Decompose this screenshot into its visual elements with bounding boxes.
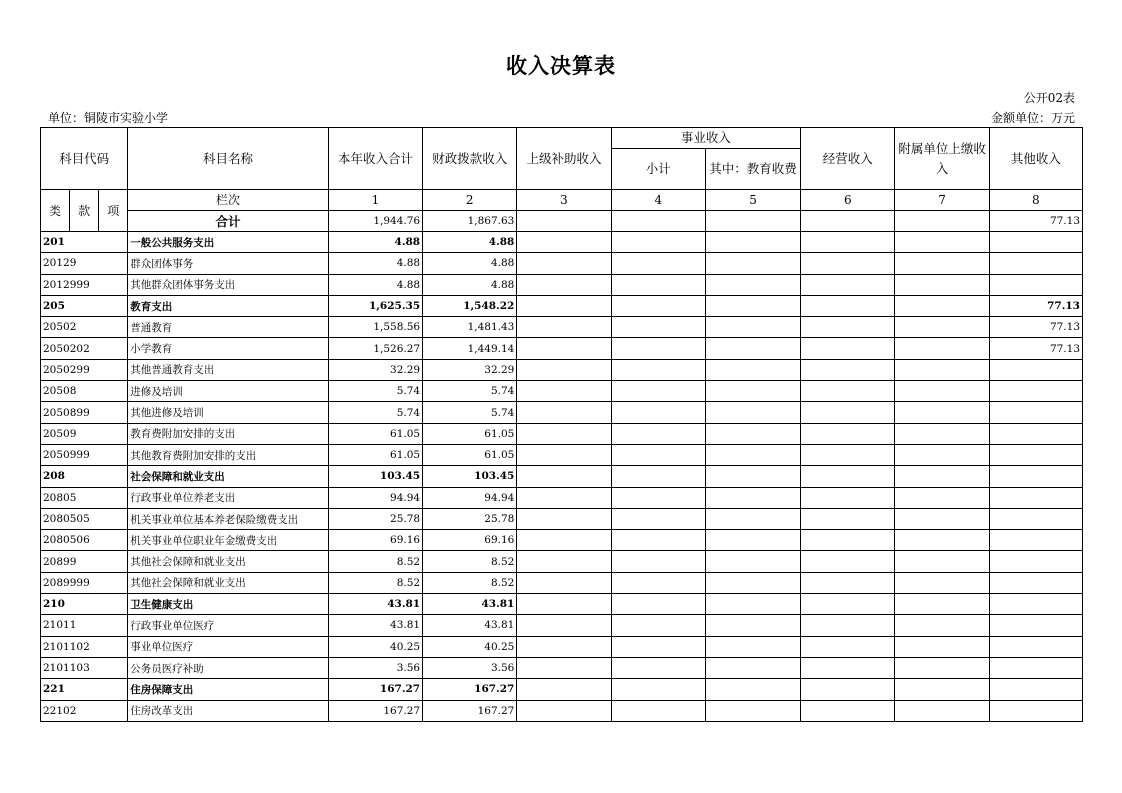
row-code: 21011 [41,615,128,636]
col-no-6: 6 [801,190,895,211]
cell-total: 61.05 [328,423,422,444]
cell-edu-fee [705,572,800,593]
cell-edu-fee [705,232,800,253]
cell-affiliated [895,423,989,444]
form-number: 公开02表 [1023,91,1075,105]
cell-superior [517,530,611,551]
cell-superior [517,295,611,316]
table-row [41,444,1083,465]
cell-operating [801,700,895,721]
row-name: 其他社会保障和就业支出 [128,551,329,572]
cell-superior [517,211,611,232]
cell-operating [801,594,895,615]
header-subject-code: 科目代码 [41,128,128,190]
cell-other [989,615,1082,636]
row-name: 其他社会保障和就业支出 [128,572,329,593]
cell-fiscal: 69.16 [423,530,517,551]
table-row [41,253,1083,274]
cell-total: 3.56 [328,657,422,678]
cell-edu-fee [705,466,800,487]
cell-other [989,466,1082,487]
cell-operating [801,338,895,359]
cell-subtotal [611,274,705,295]
row-name: 社会保障和就业支出 [128,466,329,487]
cell-operating [801,211,895,232]
cell-operating [801,274,895,295]
header-affiliated-income: 附属单位上缴收入 [895,128,989,190]
cell-total: 5.74 [328,381,422,402]
cell-fiscal: 167.27 [423,700,517,721]
cell-operating [801,317,895,338]
row-code: 208 [41,466,128,487]
cell-other: 77.13 [989,317,1082,338]
cell-superior [517,338,611,359]
row-name: 公务员医疗补助 [128,657,329,678]
cell-edu-fee [705,636,800,657]
cell-subtotal [611,253,705,274]
cell-affiliated [895,359,989,380]
row-code: 2080506 [41,530,128,551]
row-code: 201 [41,232,128,253]
header-column-no: 栏次 [128,190,329,211]
row-code: 22102 [41,700,128,721]
row-name: 合计 [128,211,329,232]
cell-affiliated [895,551,989,572]
cell-edu-fee [705,338,800,359]
cell-total: 61.05 [328,444,422,465]
cell-subtotal [611,530,705,551]
cell-total: 167.27 [328,700,422,721]
cell-fiscal: 103.45 [423,466,517,487]
cell-subtotal [611,636,705,657]
cell-other [989,381,1082,402]
cell-affiliated [895,211,989,232]
cell-superior [517,402,611,423]
total-row [41,211,1083,232]
cell-subtotal [611,444,705,465]
cell-edu-fee [705,487,800,508]
cell-superior [517,317,611,338]
cell-total: 4.88 [328,232,422,253]
cell-superior [517,423,611,444]
cell-fiscal: 40.25 [423,636,517,657]
cell-superior [517,508,611,529]
table-row [41,572,1083,593]
header-cat: 类 [41,190,70,232]
amount-unit-label: 金额单位：万元 [990,111,1075,125]
cell-other [989,232,1082,253]
cell-subtotal [611,508,705,529]
cell-other [989,657,1082,678]
cell-fiscal: 5.74 [423,402,517,423]
row-name: 进修及培训 [128,381,329,402]
table-row [41,551,1083,572]
cell-other [989,679,1082,700]
table-row [41,679,1083,700]
cell-superior [517,274,611,295]
cell-superior [517,636,611,657]
row-name: 教育支出 [128,295,329,316]
row-code: 2012999 [41,274,128,295]
table-row [41,232,1083,253]
cell-edu-fee [705,615,800,636]
cell-edu-fee [705,679,800,700]
cell-fiscal: 94.94 [423,487,517,508]
cell-superior [517,594,611,615]
cell-other: 77.13 [989,211,1082,232]
cell-operating [801,466,895,487]
table-row [41,274,1083,295]
table-row [41,700,1083,721]
cell-superior [517,615,611,636]
cell-superior [517,381,611,402]
cell-total: 40.25 [328,636,422,657]
cell-affiliated [895,679,989,700]
cell-other [989,530,1082,551]
cell-affiliated [895,657,989,678]
cell-operating [801,232,895,253]
cell-subtotal [611,700,705,721]
table-row [41,466,1083,487]
table-row [41,487,1083,508]
cell-operating [801,487,895,508]
col-no-4: 4 [611,190,705,211]
cell-fiscal: 8.52 [423,572,517,593]
cell-subtotal [611,295,705,316]
col-no-1: 1 [328,190,422,211]
cell-affiliated [895,295,989,316]
cell-total: 1,526.27 [328,338,422,359]
row-name: 卫生健康支出 [128,594,329,615]
cell-fiscal: 4.88 [423,232,517,253]
table-row [41,636,1083,657]
row-name: 普通教育 [128,317,329,338]
cell-affiliated [895,274,989,295]
row-name: 其他群众团体事务支出 [128,274,329,295]
col-no-8: 8 [989,190,1082,211]
cell-total: 25.78 [328,508,422,529]
cell-subtotal [611,572,705,593]
cell-operating [801,359,895,380]
cell-other [989,253,1082,274]
cell-fiscal: 61.05 [423,423,517,444]
cell-superior [517,232,611,253]
row-code: 2089999 [41,572,128,593]
row-name: 机关事业单位基本养老保险缴费支出 [128,508,329,529]
cell-superior [517,700,611,721]
header-fiscal-income: 财政拨款收入 [423,128,517,190]
row-code: 2080505 [41,508,128,529]
header-total-income: 本年收入合计 [328,128,422,190]
row-code: 20502 [41,317,128,338]
cell-fiscal: 43.81 [423,615,517,636]
col-no-5: 5 [705,190,800,211]
table-row [41,317,1083,338]
cell-other [989,551,1082,572]
cell-subtotal [611,232,705,253]
row-name: 其他进修及培训 [128,402,329,423]
cell-affiliated [895,402,989,423]
cell-total: 103.45 [328,466,422,487]
header-operating-income: 经营收入 [801,128,895,190]
row-name: 其他普通教育支出 [128,359,329,380]
cell-fiscal: 25.78 [423,508,517,529]
cell-edu-fee [705,317,800,338]
cell-affiliated [895,444,989,465]
row-code: 2050202 [41,338,128,359]
cell-other [989,636,1082,657]
cell-edu-fee [705,444,800,465]
row-code: 20805 [41,487,128,508]
table-row [41,359,1083,380]
cell-edu-fee [705,700,800,721]
cell-subtotal [611,487,705,508]
header-other-income: 其他收入 [989,128,1082,190]
cell-edu-fee [705,295,800,316]
cell-other [989,423,1082,444]
header-item: 项 [99,190,128,232]
cell-operating [801,444,895,465]
header-education-fee: 其中：教育收费 [705,149,800,190]
table-row [41,594,1083,615]
cell-fiscal: 8.52 [423,551,517,572]
cell-superior [517,444,611,465]
cell-total: 1,558.56 [328,317,422,338]
cell-affiliated [895,338,989,359]
row-code: 205 [41,295,128,316]
cell-superior [517,572,611,593]
cell-edu-fee [705,508,800,529]
row-name: 群众团体事务 [128,253,329,274]
cell-affiliated [895,572,989,593]
table-row [41,295,1083,316]
cell-subtotal [611,211,705,232]
cell-other [989,444,1082,465]
cell-operating [801,423,895,444]
cell-operating [801,657,895,678]
cell-operating [801,551,895,572]
cell-fiscal: 61.05 [423,444,517,465]
row-code: 2050299 [41,359,128,380]
cell-other [989,402,1082,423]
cell-fiscal: 1,449.14 [423,338,517,359]
cell-edu-fee [705,402,800,423]
cell-subtotal [611,359,705,380]
cell-affiliated [895,253,989,274]
row-name: 行政事业单位养老支出 [128,487,329,508]
cell-affiliated [895,466,989,487]
cell-operating [801,295,895,316]
cell-total: 1,944.76 [328,211,422,232]
cell-operating [801,381,895,402]
cell-edu-fee [705,594,800,615]
cell-other [989,508,1082,529]
col-no-7: 7 [895,190,989,211]
cell-total: 8.52 [328,551,422,572]
header-subtotal: 小计 [611,149,705,190]
cell-edu-fee [705,423,800,444]
table-row [41,530,1083,551]
cell-superior [517,551,611,572]
row-name: 其他教育费附加安排的支出 [128,444,329,465]
table-row [41,381,1083,402]
table-row [41,657,1083,678]
row-code: 210 [41,594,128,615]
cell-edu-fee [705,211,800,232]
income-table [40,127,1083,722]
cell-other [989,359,1082,380]
cell-other: 77.13 [989,295,1082,316]
cell-affiliated [895,317,989,338]
cell-total: 4.88 [328,253,422,274]
cell-affiliated [895,381,989,402]
cell-fiscal: 1,548.22 [423,295,517,316]
cell-fiscal: 5.74 [423,381,517,402]
cell-fiscal: 32.29 [423,359,517,380]
row-code: 2101102 [41,636,128,657]
row-name: 住房改革支出 [128,700,329,721]
cell-fiscal: 4.88 [423,274,517,295]
row-name: 小学教育 [128,338,329,359]
cell-other [989,594,1082,615]
cell-subtotal [611,338,705,359]
cell-subtotal [611,551,705,572]
header-business-income: 事业收入 [611,128,801,149]
row-code: 221 [41,679,128,700]
cell-fiscal: 1,867.63 [423,211,517,232]
cell-affiliated [895,636,989,657]
cell-operating [801,402,895,423]
cell-affiliated [895,615,989,636]
cell-fiscal: 43.81 [423,594,517,615]
cell-fiscal: 3.56 [423,657,517,678]
cell-total: 4.88 [328,274,422,295]
row-code: 20129 [41,253,128,274]
cell-total: 94.94 [328,487,422,508]
cell-affiliated [895,487,989,508]
cell-other [989,700,1082,721]
cell-subtotal [611,317,705,338]
cell-fiscal: 167.27 [423,679,517,700]
cell-total: 8.52 [328,572,422,593]
col-no-3: 3 [517,190,611,211]
row-code: 2101103 [41,657,128,678]
cell-operating [801,508,895,529]
cell-edu-fee [705,359,800,380]
row-code: 2050999 [41,444,128,465]
cell-other [989,274,1082,295]
cell-superior [517,487,611,508]
cell-edu-fee [705,381,800,402]
table-row [41,402,1083,423]
page-title: 收入决算表 [506,54,616,78]
cell-affiliated [895,232,989,253]
cell-operating [801,572,895,593]
cell-superior [517,253,611,274]
header-superior-subsidy: 上级补助收入 [517,128,611,190]
table-row [41,508,1083,529]
cell-affiliated [895,530,989,551]
cell-total: 43.81 [328,615,422,636]
row-name: 教育费附加安排的支出 [128,423,329,444]
cell-fiscal: 4.88 [423,253,517,274]
cell-edu-fee [705,551,800,572]
cell-edu-fee [705,657,800,678]
cell-total: 69.16 [328,530,422,551]
cell-subtotal [611,423,705,444]
cell-fiscal: 1,481.43 [423,317,517,338]
cell-affiliated [895,594,989,615]
cell-operating [801,636,895,657]
cell-subtotal [611,615,705,636]
cell-superior [517,679,611,700]
col-no-2: 2 [423,190,517,211]
cell-other [989,572,1082,593]
cell-subtotal [611,466,705,487]
table-body [41,232,1083,722]
row-name: 住房保障支出 [128,679,329,700]
row-name: 事业单位医疗 [128,636,329,657]
table-row [41,615,1083,636]
row-code: 20509 [41,423,128,444]
row-name: 一般公共服务支出 [128,232,329,253]
cell-operating [801,615,895,636]
cell-operating [801,530,895,551]
cell-operating [801,253,895,274]
row-code: 2050899 [41,402,128,423]
row-name: 机关事业单位职业年金缴费支出 [128,530,329,551]
cell-edu-fee [705,530,800,551]
table-row [41,423,1083,444]
header-section: 款 [70,190,99,232]
cell-affiliated [895,508,989,529]
cell-other: 77.13 [989,338,1082,359]
cell-total: 167.27 [328,679,422,700]
cell-subtotal [611,594,705,615]
table-row [41,338,1083,359]
cell-subtotal [611,679,705,700]
cell-total: 32.29 [328,359,422,380]
row-name: 行政事业单位医疗 [128,615,329,636]
cell-subtotal [611,657,705,678]
cell-operating [801,679,895,700]
header-subject-name: 科目名称 [128,128,329,190]
cell-superior [517,466,611,487]
cell-total: 1,625.35 [328,295,422,316]
row-code: 20508 [41,381,128,402]
cell-superior [517,359,611,380]
cell-subtotal [611,402,705,423]
cell-edu-fee [705,274,800,295]
cell-subtotal [611,381,705,402]
row-code: 20899 [41,551,128,572]
cell-edu-fee [705,253,800,274]
cell-other [989,487,1082,508]
unit-label: 单位：铜陵市实验小学 [48,111,169,125]
cell-affiliated [895,700,989,721]
cell-total: 5.74 [328,402,422,423]
cell-total: 43.81 [328,594,422,615]
cell-superior [517,657,611,678]
